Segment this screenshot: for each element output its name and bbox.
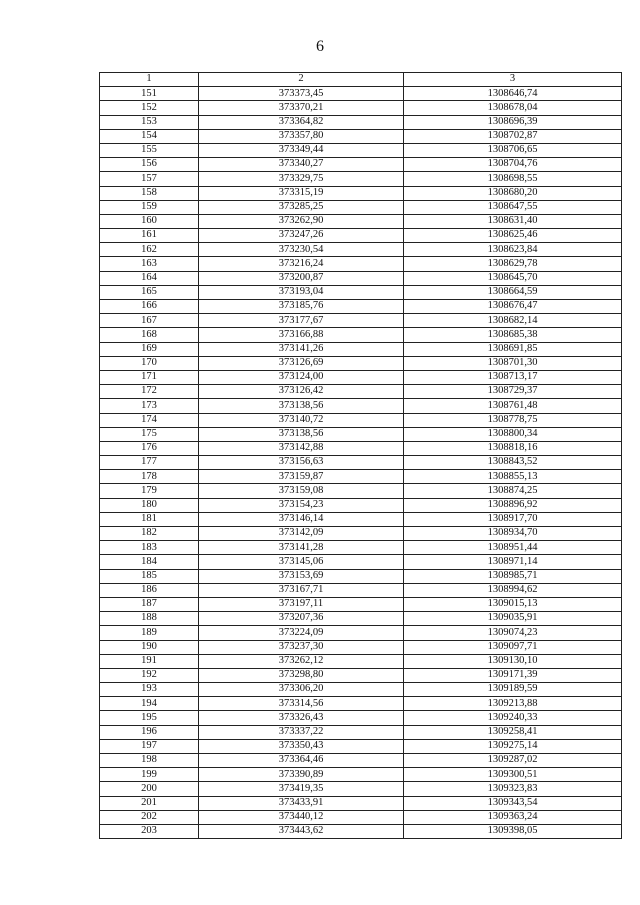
point-number-cell: 164 xyxy=(100,271,199,285)
table-row xyxy=(100,143,622,157)
x-coordinate-cell: 373357,80 xyxy=(199,129,404,143)
x-coordinate-cell: 373185,76 xyxy=(199,300,404,314)
y-coordinate-cell: 1309287,02 xyxy=(404,754,622,768)
page-number: 6 xyxy=(316,38,324,55)
x-coordinate-cell: 373140,72 xyxy=(199,413,404,427)
point-number-cell: 175 xyxy=(100,427,199,441)
x-coordinate-cell: 373350,43 xyxy=(199,739,404,753)
y-coordinate-cell: 1308855,13 xyxy=(404,470,622,484)
x-coordinate-cell: 373349,44 xyxy=(199,143,404,157)
point-number-cell: 173 xyxy=(100,399,199,413)
point-number-cell: 184 xyxy=(100,555,199,569)
y-coordinate-cell: 1309097,71 xyxy=(404,640,622,654)
table-row xyxy=(100,129,622,143)
y-coordinate-cell: 1308800,34 xyxy=(404,427,622,441)
x-coordinate-cell: 373247,26 xyxy=(199,229,404,243)
table-row xyxy=(100,824,622,838)
table-row xyxy=(100,356,622,370)
y-coordinate-cell: 1308685,38 xyxy=(404,328,622,342)
y-coordinate-cell: 1308664,59 xyxy=(404,285,622,299)
point-number-cell: 171 xyxy=(100,370,199,384)
y-coordinate-cell: 1308896,92 xyxy=(404,498,622,512)
x-coordinate-cell: 373141,26 xyxy=(199,342,404,356)
x-coordinate-cell: 373159,87 xyxy=(199,470,404,484)
y-coordinate-cell: 1309015,13 xyxy=(404,597,622,611)
x-coordinate-cell: 373145,06 xyxy=(199,555,404,569)
table-row xyxy=(100,668,622,682)
y-coordinate-cell: 1309323,83 xyxy=(404,782,622,796)
table-row xyxy=(100,725,622,739)
x-coordinate-cell: 373142,09 xyxy=(199,527,404,541)
table-row xyxy=(100,200,622,214)
y-coordinate-cell: 1308631,40 xyxy=(404,214,622,228)
x-coordinate-cell: 373237,30 xyxy=(199,640,404,654)
table-row xyxy=(100,498,622,512)
table-row xyxy=(100,214,622,228)
point-number-cell: 182 xyxy=(100,527,199,541)
y-coordinate-cell: 1308994,62 xyxy=(404,583,622,597)
table-header-row xyxy=(100,73,622,87)
point-number-cell: 165 xyxy=(100,285,199,299)
y-coordinate-cell: 1309240,33 xyxy=(404,711,622,725)
x-coordinate-cell: 373207,36 xyxy=(199,612,404,626)
x-coordinate-cell: 373419,35 xyxy=(199,782,404,796)
x-coordinate-cell: 373370,21 xyxy=(199,101,404,115)
y-coordinate-cell: 1309171,39 xyxy=(404,668,622,682)
table-row xyxy=(100,158,622,172)
x-coordinate-cell: 373124,00 xyxy=(199,370,404,384)
table-row xyxy=(100,413,622,427)
x-coordinate-cell: 373193,04 xyxy=(199,285,404,299)
y-coordinate-cell: 1309343,54 xyxy=(404,796,622,810)
table-row xyxy=(100,640,622,654)
table-row xyxy=(100,370,622,384)
x-coordinate-cell: 373159,08 xyxy=(199,484,404,498)
table-row xyxy=(100,399,622,413)
x-coordinate-cell: 373156,63 xyxy=(199,456,404,470)
point-number-cell: 194 xyxy=(100,697,199,711)
point-number-cell: 161 xyxy=(100,229,199,243)
point-number-cell: 158 xyxy=(100,186,199,200)
point-number-cell: 151 xyxy=(100,87,199,101)
table-row xyxy=(100,796,622,810)
point-number-cell: 192 xyxy=(100,668,199,682)
point-number-cell: 188 xyxy=(100,612,199,626)
point-number-cell: 172 xyxy=(100,385,199,399)
table-row xyxy=(100,314,622,328)
y-coordinate-cell: 1308698,55 xyxy=(404,172,622,186)
table-row xyxy=(100,271,622,285)
point-number-cell: 159 xyxy=(100,200,199,214)
y-coordinate-cell: 1308985,71 xyxy=(404,569,622,583)
x-coordinate-cell: 373230,54 xyxy=(199,243,404,257)
point-number-cell: 195 xyxy=(100,711,199,725)
table-row xyxy=(100,427,622,441)
column-header-3: 3 xyxy=(404,73,622,87)
x-coordinate-cell: 373153,69 xyxy=(199,569,404,583)
point-number-cell: 198 xyxy=(100,754,199,768)
x-coordinate-cell: 373433,91 xyxy=(199,796,404,810)
x-coordinate-cell: 373142,88 xyxy=(199,441,404,455)
table-row xyxy=(100,810,622,824)
y-coordinate-cell: 1309398,05 xyxy=(404,824,622,838)
point-number-cell: 185 xyxy=(100,569,199,583)
x-coordinate-cell: 373314,56 xyxy=(199,697,404,711)
y-coordinate-cell: 1308646,74 xyxy=(404,87,622,101)
point-number-cell: 180 xyxy=(100,498,199,512)
point-number-cell: 178 xyxy=(100,470,199,484)
point-number-cell: 193 xyxy=(100,683,199,697)
x-coordinate-cell: 373126,69 xyxy=(199,356,404,370)
point-number-cell: 156 xyxy=(100,158,199,172)
x-coordinate-cell: 373262,12 xyxy=(199,654,404,668)
x-coordinate-cell: 373146,14 xyxy=(199,512,404,526)
y-coordinate-cell: 1309189,59 xyxy=(404,683,622,697)
table-row xyxy=(100,583,622,597)
x-coordinate-cell: 373166,88 xyxy=(199,328,404,342)
table-row xyxy=(100,597,622,611)
y-coordinate-cell: 1308917,70 xyxy=(404,512,622,526)
x-coordinate-cell: 373200,87 xyxy=(199,271,404,285)
point-number-cell: 169 xyxy=(100,342,199,356)
table-row xyxy=(100,739,622,753)
point-number-cell: 174 xyxy=(100,413,199,427)
x-coordinate-cell: 373216,24 xyxy=(199,257,404,271)
point-number-cell: 183 xyxy=(100,541,199,555)
point-number-cell: 168 xyxy=(100,328,199,342)
x-coordinate-cell: 373138,56 xyxy=(199,399,404,413)
x-coordinate-cell: 373340,27 xyxy=(199,158,404,172)
table-row xyxy=(100,285,622,299)
y-coordinate-cell: 1308623,84 xyxy=(404,243,622,257)
x-coordinate-cell: 373440,12 xyxy=(199,810,404,824)
table-row xyxy=(100,512,622,526)
y-coordinate-cell: 1308761,48 xyxy=(404,399,622,413)
table-row xyxy=(100,87,622,101)
y-coordinate-cell: 1309300,51 xyxy=(404,768,622,782)
point-number-cell: 177 xyxy=(100,456,199,470)
x-coordinate-cell: 373315,19 xyxy=(199,186,404,200)
y-coordinate-cell: 1308696,39 xyxy=(404,115,622,129)
table-row xyxy=(100,697,622,711)
table-row xyxy=(100,626,622,640)
y-coordinate-cell: 1308691,85 xyxy=(404,342,622,356)
y-coordinate-cell: 1308701,30 xyxy=(404,356,622,370)
y-coordinate-cell: 1309258,41 xyxy=(404,725,622,739)
point-number-cell: 152 xyxy=(100,101,199,115)
point-number-cell: 197 xyxy=(100,739,199,753)
x-coordinate-cell: 373177,67 xyxy=(199,314,404,328)
x-coordinate-cell: 373337,22 xyxy=(199,725,404,739)
x-coordinate-cell: 373364,46 xyxy=(199,754,404,768)
y-coordinate-cell: 1309035,91 xyxy=(404,612,622,626)
y-coordinate-cell: 1308934,70 xyxy=(404,527,622,541)
table-row xyxy=(100,441,622,455)
table-row xyxy=(100,186,622,200)
y-coordinate-cell: 1308729,37 xyxy=(404,385,622,399)
y-coordinate-cell: 1308843,52 xyxy=(404,456,622,470)
point-number-cell: 163 xyxy=(100,257,199,271)
point-number-cell: 191 xyxy=(100,654,199,668)
column-header-1: 1 xyxy=(100,73,199,87)
x-coordinate-cell: 373329,75 xyxy=(199,172,404,186)
table-row xyxy=(100,527,622,541)
point-number-cell: 202 xyxy=(100,810,199,824)
y-coordinate-cell: 1308818,16 xyxy=(404,441,622,455)
point-number-cell: 153 xyxy=(100,115,199,129)
x-coordinate-cell: 373197,11 xyxy=(199,597,404,611)
y-coordinate-cell: 1309275,14 xyxy=(404,739,622,753)
table-row xyxy=(100,654,622,668)
y-coordinate-cell: 1309363,24 xyxy=(404,810,622,824)
point-number-cell: 160 xyxy=(100,214,199,228)
point-number-cell: 189 xyxy=(100,626,199,640)
x-coordinate-cell: 373306,20 xyxy=(199,683,404,697)
x-coordinate-cell: 373364,82 xyxy=(199,115,404,129)
y-coordinate-cell: 1309074,23 xyxy=(404,626,622,640)
table-row xyxy=(100,243,622,257)
table-row xyxy=(100,484,622,498)
x-coordinate-cell: 373224,09 xyxy=(199,626,404,640)
table-row xyxy=(100,470,622,484)
x-coordinate-cell: 373373,45 xyxy=(199,87,404,101)
x-coordinate-cell: 373298,80 xyxy=(199,668,404,682)
y-coordinate-cell: 1308629,78 xyxy=(404,257,622,271)
table-row xyxy=(100,456,622,470)
point-number-cell: 155 xyxy=(100,143,199,157)
point-number-cell: 199 xyxy=(100,768,199,782)
table-row xyxy=(100,342,622,356)
table-row xyxy=(100,711,622,725)
table-row xyxy=(100,782,622,796)
table-row xyxy=(100,569,622,583)
table-row xyxy=(100,683,622,697)
table-row xyxy=(100,172,622,186)
point-number-cell: 162 xyxy=(100,243,199,257)
table-row xyxy=(100,115,622,129)
y-coordinate-cell: 1309130,10 xyxy=(404,654,622,668)
table-row xyxy=(100,385,622,399)
point-number-cell: 190 xyxy=(100,640,199,654)
x-coordinate-cell: 373154,23 xyxy=(199,498,404,512)
y-coordinate-cell: 1308680,20 xyxy=(404,186,622,200)
point-number-cell: 187 xyxy=(100,597,199,611)
y-coordinate-cell: 1308704,76 xyxy=(404,158,622,172)
y-coordinate-cell: 1308625,46 xyxy=(404,229,622,243)
table-row xyxy=(100,768,622,782)
table-row xyxy=(100,101,622,115)
y-coordinate-cell: 1308971,14 xyxy=(404,555,622,569)
y-coordinate-cell: 1308778,75 xyxy=(404,413,622,427)
coordinates-table xyxy=(99,72,622,839)
point-number-cell: 170 xyxy=(100,356,199,370)
point-number-cell: 176 xyxy=(100,441,199,455)
point-number-cell: 203 xyxy=(100,824,199,838)
y-coordinate-cell: 1308951,44 xyxy=(404,541,622,555)
column-header-2: 2 xyxy=(199,73,404,87)
y-coordinate-cell: 1308702,87 xyxy=(404,129,622,143)
point-number-cell: 181 xyxy=(100,512,199,526)
table-row xyxy=(100,612,622,626)
table-row xyxy=(100,257,622,271)
point-number-cell: 167 xyxy=(100,314,199,328)
table-row xyxy=(100,541,622,555)
table-row xyxy=(100,555,622,569)
table-row xyxy=(100,754,622,768)
point-number-cell: 157 xyxy=(100,172,199,186)
point-number-cell: 166 xyxy=(100,300,199,314)
y-coordinate-cell: 1308678,04 xyxy=(404,101,622,115)
y-coordinate-cell: 1308874,25 xyxy=(404,484,622,498)
y-coordinate-cell: 1309213,88 xyxy=(404,697,622,711)
point-number-cell: 179 xyxy=(100,484,199,498)
point-number-cell: 154 xyxy=(100,129,199,143)
y-coordinate-cell: 1308682,14 xyxy=(404,314,622,328)
x-coordinate-cell: 373285,25 xyxy=(199,200,404,214)
point-number-cell: 186 xyxy=(100,583,199,597)
point-number-cell: 196 xyxy=(100,725,199,739)
table-row xyxy=(100,328,622,342)
table-row xyxy=(100,229,622,243)
x-coordinate-cell: 373141,28 xyxy=(199,541,404,555)
point-number-cell: 201 xyxy=(100,796,199,810)
x-coordinate-cell: 373326,43 xyxy=(199,711,404,725)
y-coordinate-cell: 1308706,65 xyxy=(404,143,622,157)
x-coordinate-cell: 373443,62 xyxy=(199,824,404,838)
table-body xyxy=(100,87,622,839)
y-coordinate-cell: 1308645,70 xyxy=(404,271,622,285)
x-coordinate-cell: 373126,42 xyxy=(199,385,404,399)
y-coordinate-cell: 1308647,55 xyxy=(404,200,622,214)
table-row xyxy=(100,300,622,314)
y-coordinate-cell: 1308713,17 xyxy=(404,370,622,384)
point-number-cell: 200 xyxy=(100,782,199,796)
x-coordinate-cell: 373390,89 xyxy=(199,768,404,782)
x-coordinate-cell: 373262,90 xyxy=(199,214,404,228)
x-coordinate-cell: 373167,71 xyxy=(199,583,404,597)
x-coordinate-cell: 373138,56 xyxy=(199,427,404,441)
y-coordinate-cell: 1308676,47 xyxy=(404,300,622,314)
